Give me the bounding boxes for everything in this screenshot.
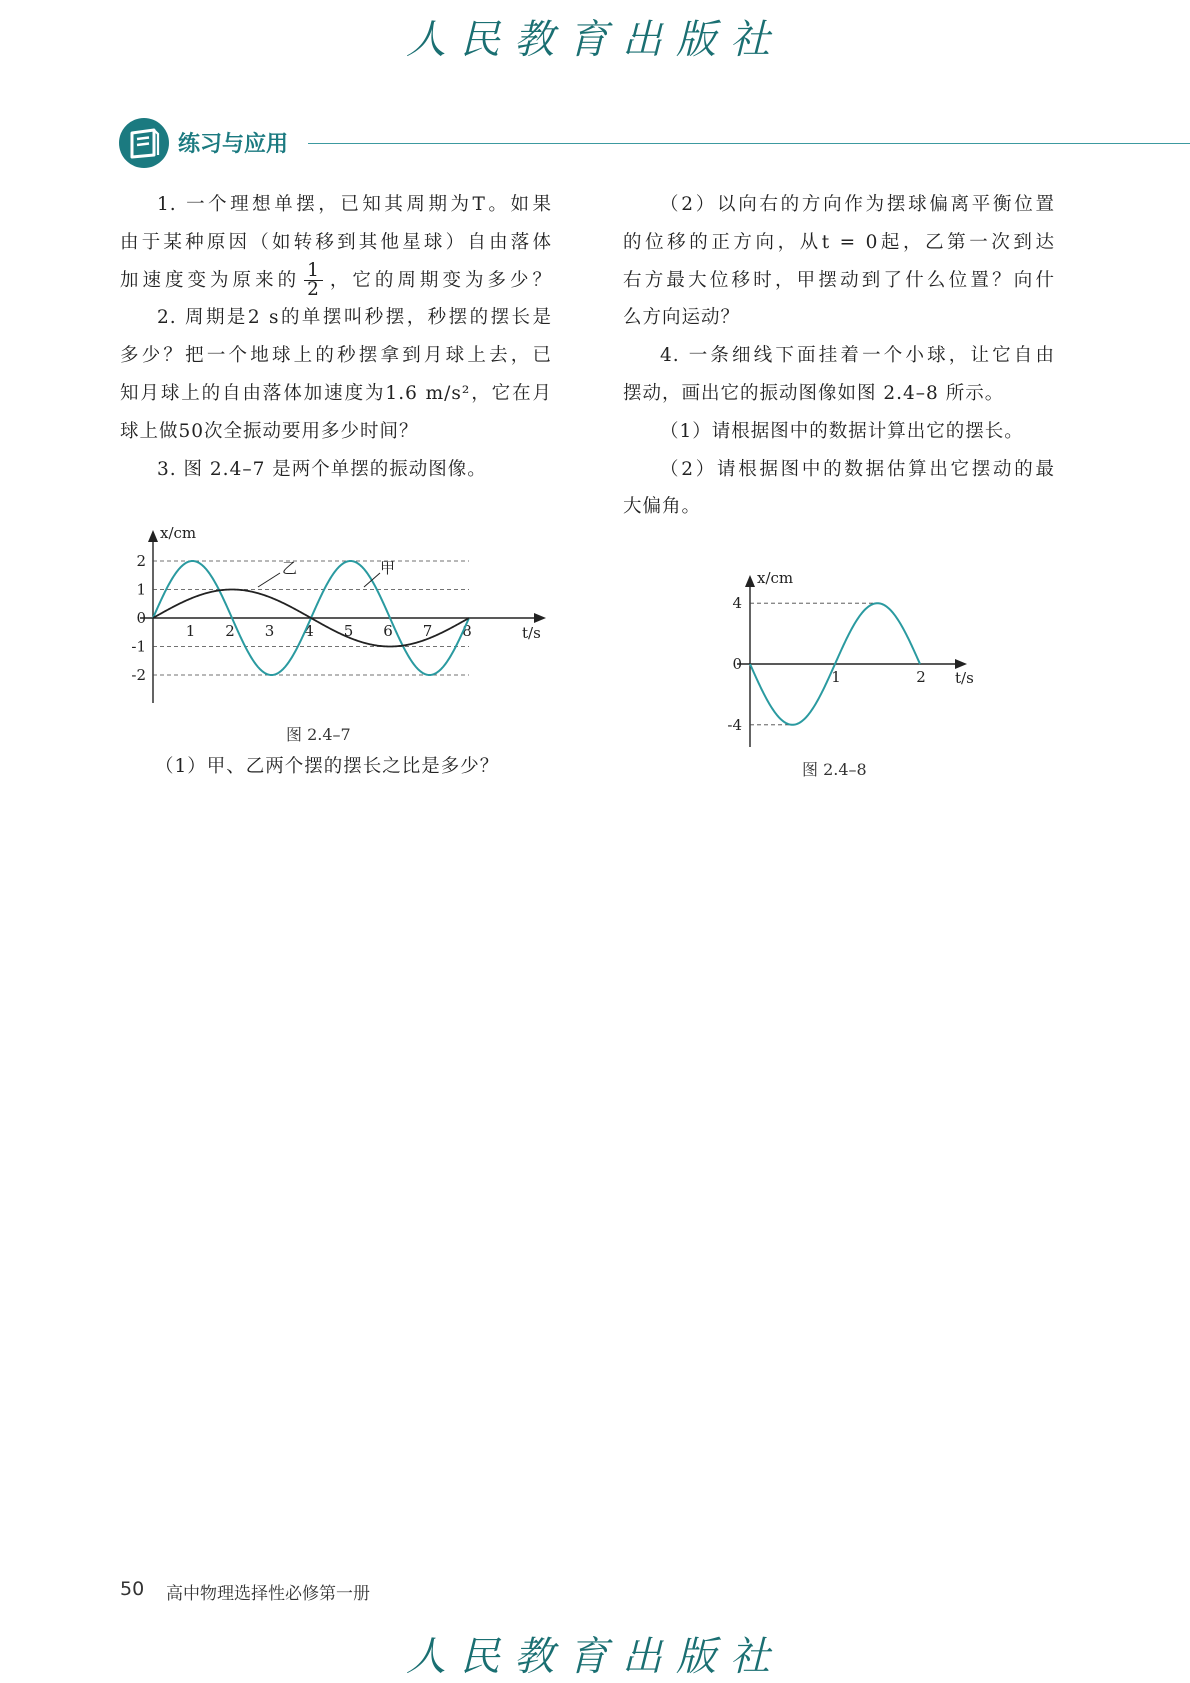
left-column bbox=[120, 186, 552, 488]
q1-text: 加速度变为原来的 bbox=[120, 269, 301, 291]
q3-line: 3. 图 2.4–7 是两个单摆的振动图像。 bbox=[157, 458, 487, 480]
q3-sub2-line: （2）以向右的方向作为摆球偏离平衡位置 bbox=[660, 194, 1055, 215]
y-tick-label: 0 bbox=[136, 609, 146, 627]
y-tick-label: -1 bbox=[131, 637, 146, 656]
series-yi-label: 乙 bbox=[282, 559, 298, 577]
y-tick-label: 2 bbox=[136, 552, 146, 570]
section-rule bbox=[308, 143, 1190, 144]
right-column bbox=[623, 186, 1055, 526]
y-tick-label: 0 bbox=[732, 655, 742, 673]
page-number: 50 bbox=[120, 1578, 145, 1600]
series-jia-label: 甲 bbox=[380, 559, 396, 577]
q4-line: 摆动，画出它的振动图像如图 2.4–8 所示。 bbox=[623, 382, 1005, 404]
figure-caption: 图 2.4–8 bbox=[802, 760, 867, 779]
x-tick-label: 3 bbox=[264, 622, 275, 640]
q1-line: 1. 一个理想单摆，已知其周期为T。如果 bbox=[157, 194, 552, 215]
y-tick-label: -4 bbox=[727, 715, 742, 734]
x-tick-label: 2 bbox=[225, 622, 235, 640]
x-tick-label: 8 bbox=[462, 622, 472, 640]
book-title: 高中物理选择性必修第一册 bbox=[166, 1584, 370, 1604]
q4-sub2-line: （2）请根据图中的数据估算出它摆动的最 bbox=[660, 458, 1055, 480]
x-tick-label: 6 bbox=[383, 622, 393, 640]
x-tick-label: 1 bbox=[831, 668, 841, 686]
x-tick-label: 4 bbox=[304, 622, 314, 640]
x-tick-label: 7 bbox=[422, 622, 433, 640]
x-tick-label: 2 bbox=[916, 668, 926, 686]
q2-line: 知月球上的自由落体加速度为1.6 m/s²，它在月 bbox=[120, 382, 552, 404]
q2-line: 2. 周期是2 s的单摆叫秒摆，秒摆的摆长是 bbox=[157, 307, 552, 329]
exercise-icon bbox=[118, 117, 170, 169]
q4-sub2-line: 大偏角。 bbox=[623, 496, 702, 518]
publisher-logo-top: 人民教育出版社 bbox=[406, 17, 784, 63]
figure-caption: 图 2.4–7 bbox=[286, 725, 351, 744]
q3-sub2-line: 右方最大位移时，甲摆动到了什么位置？向什 bbox=[623, 269, 1055, 291]
y-tick-label: -2 bbox=[131, 666, 146, 684]
x-axis-label: t/s bbox=[522, 624, 541, 642]
q4-sub1: （1）请根据图中的数据计算出它的摆长。 bbox=[660, 420, 1024, 442]
q1-line-fraction bbox=[120, 262, 552, 300]
q2-line: 多少？把一个地球上的秒摆拿到月球上去，已 bbox=[120, 345, 552, 367]
q3-sub2-line: 的位移的正方向，从t = 0起，乙第一次到达 bbox=[623, 231, 1055, 253]
publisher-logo-bottom: 人民教育出版社 bbox=[406, 1634, 784, 1680]
y-tick-label: 1 bbox=[136, 580, 146, 599]
figure-2-4-8 bbox=[715, 565, 990, 760]
x-tick-label: 1 bbox=[185, 622, 196, 640]
section-title: 练习与应用 bbox=[178, 132, 289, 157]
q1-line: 由于某种原因（如转移到其他星球）自由落体 bbox=[120, 231, 552, 253]
q3-sub1: （1）甲、乙两个摆的摆长之比是多少？ bbox=[155, 756, 500, 777]
fraction-numerator: 1 bbox=[304, 262, 323, 281]
section-header bbox=[118, 117, 1190, 173]
fraction-one-half bbox=[304, 262, 323, 299]
x-tick-label: 5 bbox=[343, 622, 354, 640]
figure-2-4-7 bbox=[130, 520, 560, 715]
y-tick-label: 4 bbox=[732, 594, 742, 613]
q4-line: 4. 一条细线下面挂着一个小球，让它自由 bbox=[660, 345, 1055, 367]
q1-text: ，它的周期变为多少？ bbox=[326, 269, 552, 291]
q3-sub2-line: 么方向运动？ bbox=[623, 307, 741, 329]
y-axis-label: x/cm bbox=[757, 569, 794, 587]
q2-line: 球上做50次全振动要用多少时间？ bbox=[120, 420, 419, 442]
fraction-denominator: 2 bbox=[307, 279, 320, 301]
x-axis-label: t/s bbox=[955, 669, 974, 687]
y-axis-label: x/cm bbox=[160, 524, 197, 542]
